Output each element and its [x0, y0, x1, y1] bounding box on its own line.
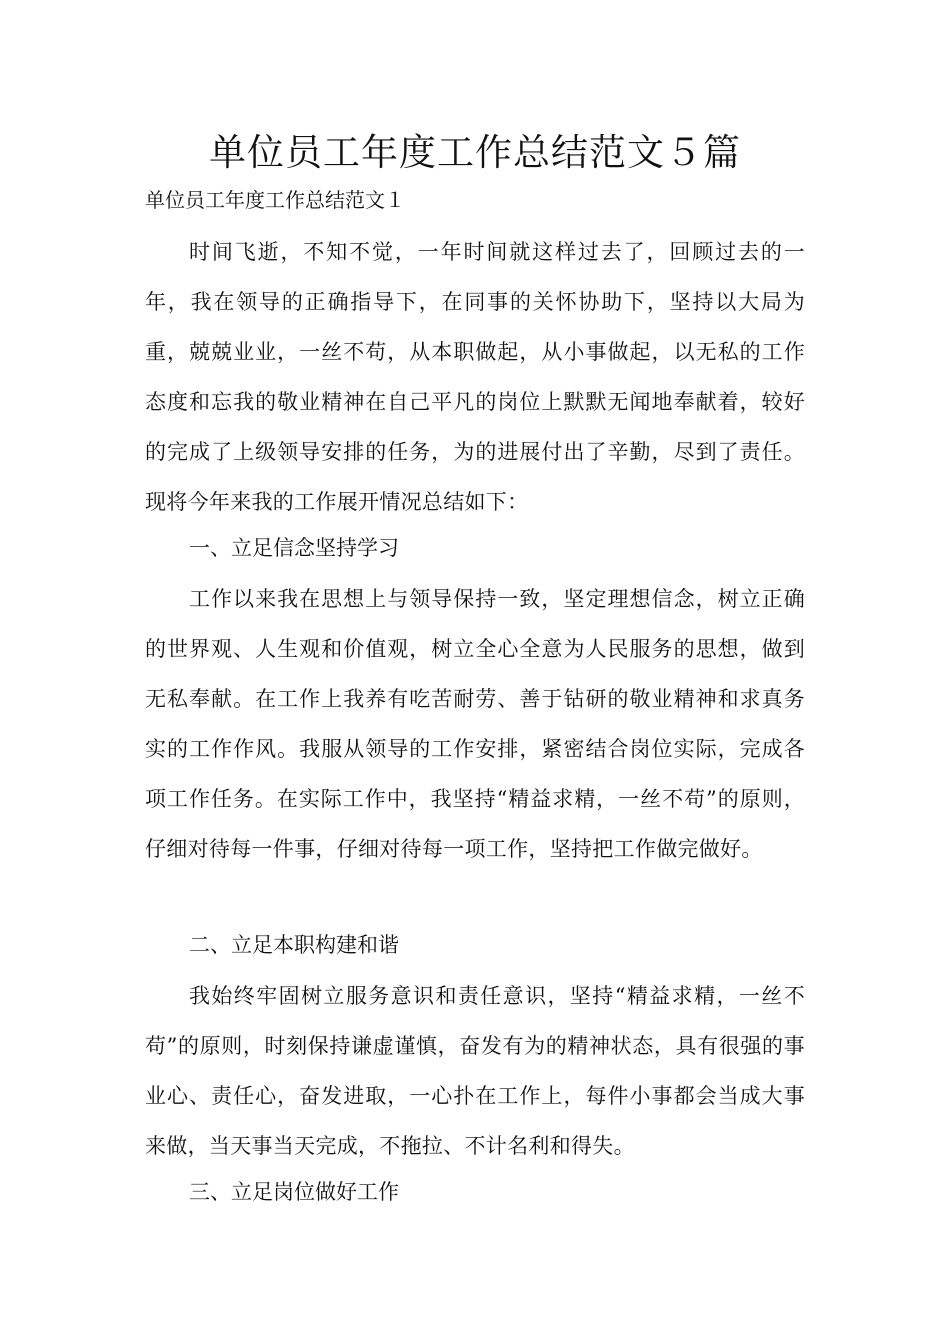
document-title: 单位员工年度工作总结范文５篇 [209, 131, 741, 174]
section-heading-3: 三、立足岗位做好工作 [189, 1180, 399, 1204]
section-heading-2: 二、立足本职构建和谐 [189, 933, 399, 957]
section-heading-1: 一、立足信念坚持学习 [189, 536, 399, 560]
paragraph-2: 工作以来我在思想上与领导保持一致，坚定理想信念，树立正确的世界观、人生观和价值观，树立全心全意为人民服务的思想，做到无私奉献。在工作上我养有吃苦耐劳、善于钻研的敬业精神和求真务实的工作作风。我服从领导的工作安排，紧密结合岗位实际，完成各项工作任务。在实际工作中，我坚持“精益求精，一丝不苟”的原则，仔细对待每一件事，仔细对待每一项工作，坚持把工作做完做好。 [145, 587, 805, 861]
paragraph-3: 我始终牢固树立服务意识和责任意识，坚持“精益求精，一丝不苟”的原则，时刻保持谦虚谨慎，奋发有为的精神状态，具有很强的事业心、责任心，奋发进取，一心扑在工作上，每件小事都会当成大事来做，当天事当天完成，不拖拉、不计名利和得失。 [145, 984, 805, 1158]
paragraph-1: 时间飞逝，不知不觉，一年时间就这样过去了，回顾过去的一年，我在领导的正确指导下，在同事的关怀协助下，坚持以大局为重，兢兢业业，一丝不苟，从本职做起，从小事做起，以无私的工作态度和忘我的敬业精神在自己平凡的岗位上默默无闻地奉献着，较好的完成了上级领导安排的任务，为的进展付出了辛勤，尽到了责任。现将今年来我的工作展开情况总结如下： [145, 240, 805, 514]
document-subtitle: 单位员工年度工作总结范文１ [145, 188, 405, 212]
